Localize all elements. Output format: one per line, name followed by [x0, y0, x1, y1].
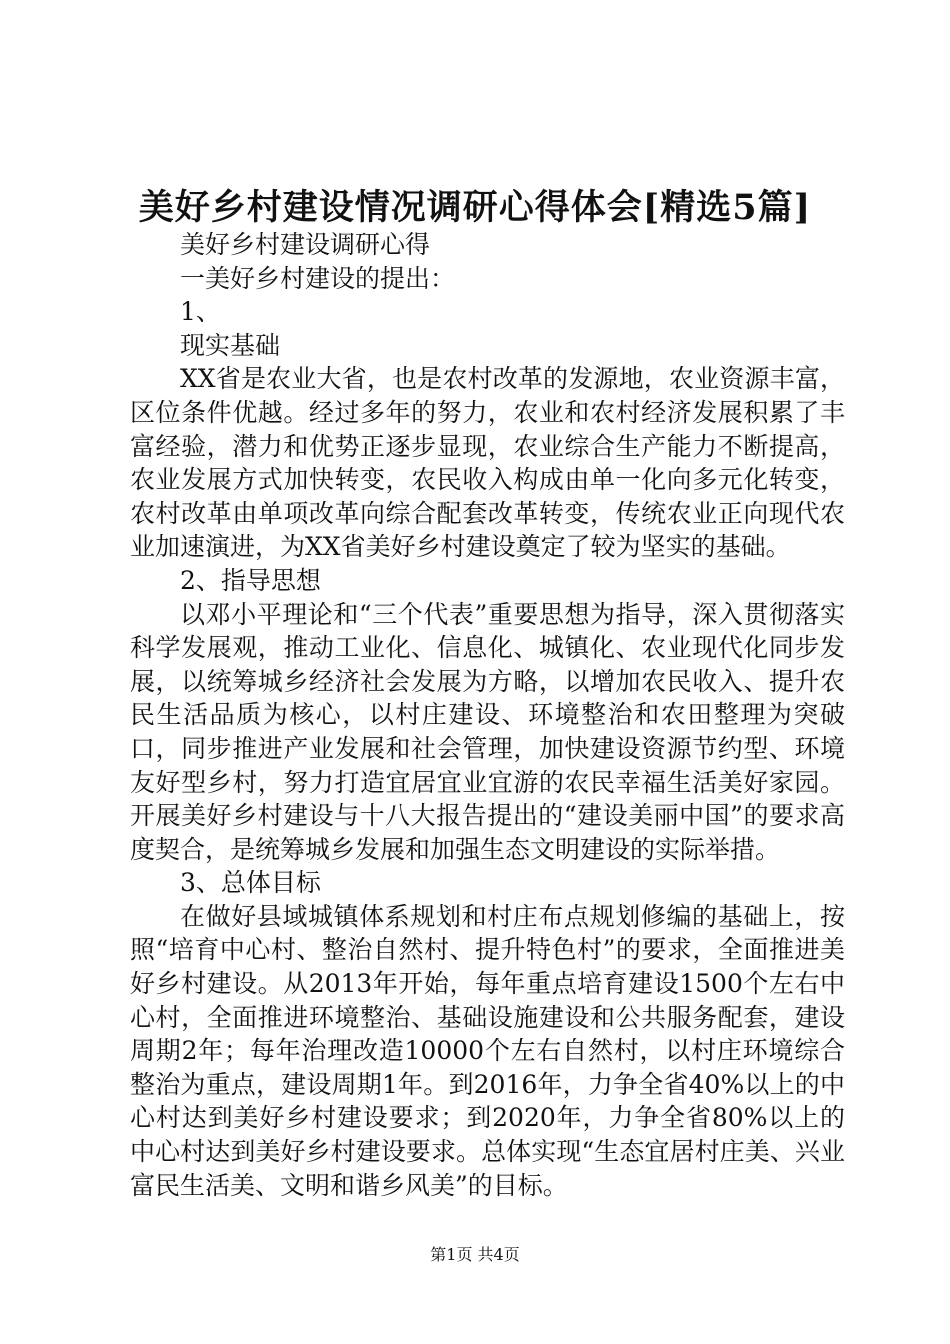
document-title: 美好乡村建设情况调研心得体会[精选5篇]: [138, 187, 812, 228]
section-heading-guiding-thought: 2、指导思想: [180, 565, 321, 595]
list-number-1: 1、: [180, 297, 221, 327]
section-heading-overall-goal: 3、总体目标: [180, 868, 321, 898]
document-body: [130, 228, 845, 1202]
subtitle-heading: 美好乡村建设调研心得: [180, 230, 431, 259]
paragraph-overall-goal: 在做好县域城镇体系规划和村庄布点规划修编的基础上，按照“培育中心村、整治自然村、提升特色村”的要求，全面推进美好乡村建设。从2013年开始，每年重点培育建设1500个左右中心村，全面推进环境整治、基础设施建设和公共服务配套，建设周期2年；每年治理改造10000个左右自然村，以村庄环境综合整治为重点，建设周期1年。到2016年，力争全省40%以上的中心村达到美好乡村建设要求；到2020年，力争全省80%以上的中心村达到美好乡村建设要求。总体实现“生态宜居村庄美、兴业富民生活美、文明和谐乡风美”的目标。: [130, 901, 845, 1200]
paragraph-guiding-thought: 以邓小平理论和“三个代表”重要思想为指导，深入贯彻落实科学发展观，推动工业化、信息化、城镇化、农业现代化同步发展，以统筹城乡经济社会发展为方略，以增加农民收入、提升农民生活品质为核心，以村庄建设、环境整治和农田整理为突破口，同步推进产业发展和社会管理，加快建设资源节约型、环境友好型乡村，努力打造宜居宜业宜游的农民幸福生活美好家园。开展美好乡村建设与十八大报告提出的“建设美丽中国”的要求高度契合，是统筹城乡发展和加强生态文明建设的实际举措。: [130, 599, 845, 864]
paragraph-basis: XX省是农业大省，也是农村改革的发源地，农业资源丰富，区位条件优越。经过多年的努力，农业和农村经济发展积累了丰富经验，潜力和优势正逐步显现，农业综合生产能力不断提高，农业发展方式加快转变，农民收入构成由单一化向多元化转变，农村改革由单项改革向综合配套改革转变，传统农业正向现代农业加速演进，为XX省美好乡村建设奠定了较为坚实的基础。: [130, 364, 845, 562]
section-heading-proposal: 一美好乡村建设的提出：: [180, 263, 456, 293]
section-heading-basis: 现实基础: [180, 330, 281, 360]
page-number-footer: 第1页 共4页: [430, 1245, 520, 1264]
